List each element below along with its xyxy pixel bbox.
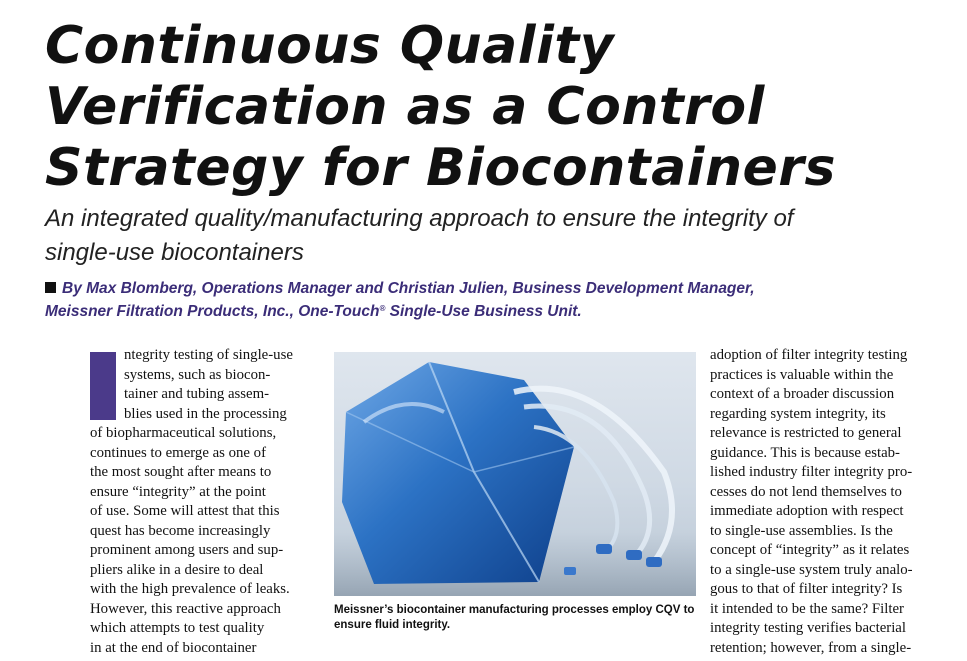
body-line: it intended to be the same? Filter <box>710 600 904 617</box>
body-line: in at the end of biocontainer <box>90 639 257 656</box>
body-line: to a single-use system truly analo- <box>710 561 913 578</box>
body-line: prominent among users and sup- <box>90 542 284 558</box>
body-line: the most sought after means to <box>90 464 272 480</box>
caption-line: Meissner’s biocontainer manufacturing processes employ CQV to <box>334 604 695 616</box>
subtitle-line: An integrated quality/manufacturing approach to ensure the integrity of <box>45 205 794 232</box>
body-line: immediate adoption with respect <box>710 503 904 519</box>
body-line: to single-use assemblies. Is the <box>710 522 893 539</box>
body-line: continues to emerge as one of <box>90 444 267 461</box>
body-line: tainer and tubing assem- <box>124 386 270 402</box>
body-line: gous to that of filter integrity? Is <box>710 581 903 597</box>
body-line: regarding system integrity, its <box>710 405 886 422</box>
body-line: which attempts to test quality <box>90 620 265 636</box>
byline-line-1 <box>45 279 945 299</box>
photo-caption <box>334 603 704 633</box>
byline-square-marker <box>45 282 56 293</box>
body-line: integrity testing verifies bacterial <box>710 620 906 636</box>
body-column-3 <box>710 346 950 658</box>
body-line: relevance is restricted to general <box>710 425 902 441</box>
body-line: concept of “integrity” as it relates <box>710 542 910 558</box>
body-line: of use. Some will attest that this <box>90 503 280 519</box>
title-line: Strategy for Biocontainers <box>45 138 836 198</box>
body-line: lished industry filter integrity pro- <box>710 464 913 480</box>
title-line: Continuous Quality <box>45 16 615 76</box>
subtitle-line: single-use biocontainers <box>45 239 304 266</box>
body-line: retention; however, from a single- <box>710 639 912 656</box>
body-line: with the high prevalence of leaks. <box>90 581 290 597</box>
biocontainer-photo <box>334 352 696 596</box>
body-line: pliers alike in a desire to deal <box>90 561 264 578</box>
title-line: Verification as a Control <box>45 77 765 137</box>
byline-text: By Max Blomberg, Operations Manager and Christian Julien, Business Development Manager, <box>62 280 755 297</box>
body-column-1 <box>90 346 320 658</box>
body-line: of biopharmaceutical solutions, <box>90 425 277 441</box>
biocontainer-illustration <box>334 352 696 596</box>
article-subtitle <box>45 202 925 270</box>
body-line: cesses do not lend themselves to <box>710 483 902 500</box>
body-line: practices is valuable within the <box>710 366 894 383</box>
body-line: ensure “integrity” at the point <box>90 483 266 500</box>
body-line: However, this reactive approach <box>90 600 281 617</box>
byline <box>45 279 945 322</box>
byline-text: Single-Use Business Unit. <box>385 303 582 320</box>
body-line: blies used in the processing <box>124 405 287 422</box>
body-line: quest has become increasingly <box>90 522 271 539</box>
byline-text: Meissner Filtration Products, Inc., One-Touch <box>45 303 380 320</box>
body-line: ntegrity testing of single-use <box>124 347 293 363</box>
registered-mark: ® <box>379 304 386 313</box>
body-line: adoption of filter integrity testing <box>710 347 908 363</box>
byline-line-2 <box>45 299 945 322</box>
caption-line: ensure fluid integrity. <box>334 619 451 631</box>
body-line: guidance. This is because estab- <box>710 444 900 461</box>
body-line: context of a broader discussion <box>710 386 895 402</box>
article-title <box>45 16 945 199</box>
body-line: systems, such as biocon- <box>124 366 271 383</box>
